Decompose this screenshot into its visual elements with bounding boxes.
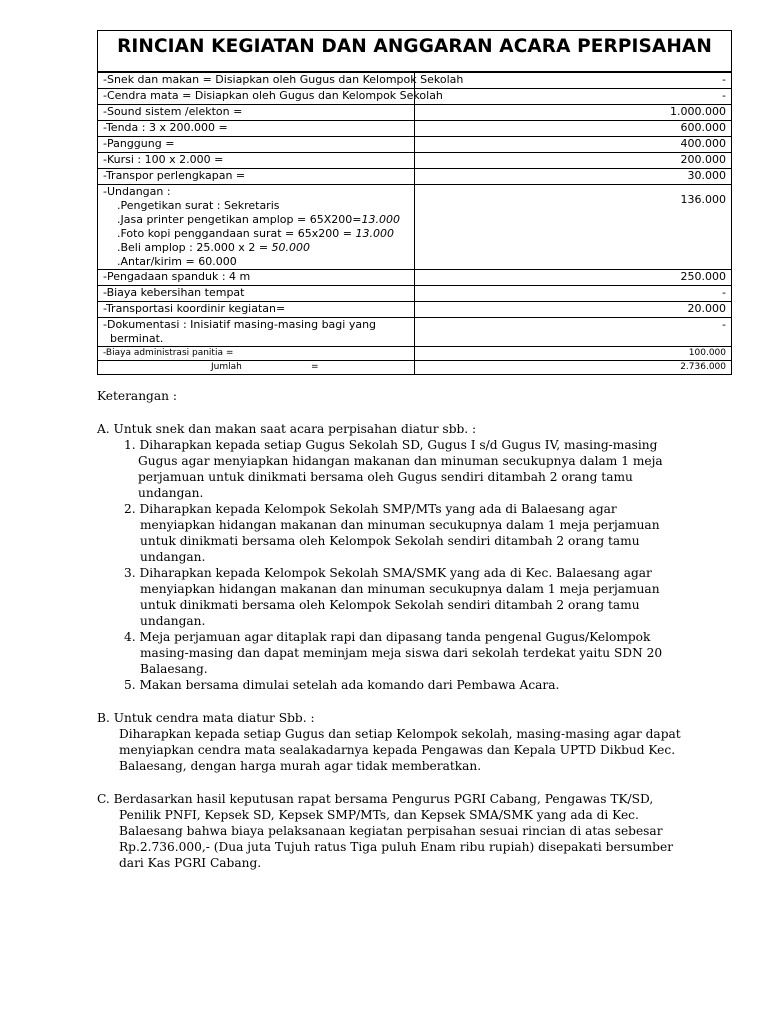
- item-description: -Snek dan makan = Disiapkan oleh Gugus dan Kelompok Sekolah: [98, 73, 415, 89]
- undangan-sub-text: .Pengetikan surat : Sekretaris: [117, 199, 280, 212]
- budget-row: [98, 73, 731, 89]
- note-a: [97, 421, 737, 693]
- item-amount: 100.000: [415, 347, 732, 361]
- undangan-sub-value: 13.000: [361, 213, 400, 226]
- undangan-amount-value: 136.000: [680, 193, 726, 206]
- note-b-intro: B. Untuk cendra mata diatur Sbb. :: [97, 711, 315, 725]
- note-b-line: Diharapkan kepada setiap Gugus dan setiap Kelompok sekolah, masing-masing agar dapat: [119, 727, 681, 741]
- item-description: -Kursi : 100 x 2.000 =: [98, 153, 415, 169]
- dokumentasi-line1: -Dokumentasi : Inisiatif masing-masing bagi yang: [103, 318, 377, 331]
- item-description: -Panggung =: [98, 137, 415, 153]
- note-a-item-line: undangan.: [140, 550, 206, 564]
- item-amount: 600.000: [415, 121, 732, 137]
- undangan-sub-text: .Antar/kirim = 60.000: [117, 255, 237, 268]
- note-a-item-line: undangan.: [138, 486, 204, 500]
- item-amount: -: [415, 286, 732, 302]
- undangan-description: [98, 185, 415, 270]
- undangan-sub-item: [103, 199, 409, 213]
- item-amount: -: [415, 73, 732, 89]
- item-amount: 250.000: [415, 270, 732, 286]
- item-description: -Sound sistem /elekton =: [98, 105, 415, 121]
- budget-row-undangan: [98, 185, 731, 270]
- note-a-item-line: masing-masing dan dapat meminjam meja siswa dari sekolah terdekat yaitu SDN 20: [140, 646, 663, 660]
- note-c-line: Balaesang bahwa biaya pelaksanaan kegiatan perpisahan sesuai rincian di atas sebesar: [119, 824, 663, 838]
- note-a-item-line: undangan.: [140, 614, 206, 628]
- budget-row-dokumentasi: [98, 318, 731, 347]
- undangan-label: -Undangan :: [103, 185, 171, 198]
- note-a-item-first-line: 4. Meja perjamuan agar ditaplak rapi dan dipasang tanda pengenal Gugus/Kelompok: [124, 630, 651, 644]
- budget-row: [98, 270, 731, 286]
- note-a-item-line: untuk dinikmati bersama oleh Kelompok Sekolah sendiri ditambah 2 orang tamu: [140, 534, 640, 548]
- item-description: -Biaya administrasi panitia =: [98, 347, 415, 361]
- notes-section: [97, 388, 737, 871]
- dokumentasi-description: [98, 318, 415, 347]
- note-a-item-line: perjamuan untuk dinikmati bersama oleh Gugus sendiri ditambah 2 orang tamu: [138, 470, 633, 484]
- total-equals: =: [311, 362, 319, 372]
- undangan-sub-value: 13.000: [355, 227, 394, 240]
- total-row: [98, 361, 731, 375]
- total-label-cell: [98, 361, 415, 375]
- item-description: -Transpor perlengkapan =: [98, 169, 415, 185]
- note-a-item-first-line: 2. Diharapkan kepada Kelompok Sekolah SMP/MTs yang ada di Balaesang agar: [124, 502, 617, 516]
- note-a-item-line: Balaesang.: [140, 662, 208, 676]
- budget-row: [98, 347, 731, 361]
- budget-row: [98, 286, 731, 302]
- undangan-sub-item: [103, 241, 409, 255]
- budget-row: [98, 137, 731, 153]
- undangan-amount: [415, 185, 732, 270]
- item-amount: 20.000: [415, 302, 732, 318]
- budget-row: [98, 89, 731, 105]
- note-a-items: [97, 437, 737, 693]
- note-a-item-line: untuk dinikmati bersama oleh Kelompok Sekolah sendiri ditambah 2 orang tamu: [140, 598, 640, 612]
- note-c-line: Penilik PNFI, Kepsek SD, Kepsek SMP/MTs, dan Kepsek SMA/SMK yang ada di Kec.: [119, 808, 639, 822]
- note-c-line: Rp.2.736.000,- (Dua juta Tujuh ratus Tiga puluh Enam ribu rupiah) disepakati bersumber: [119, 840, 674, 854]
- note-c: [97, 791, 737, 871]
- total-label: Jumlah: [211, 362, 242, 372]
- item-description: -Pengadaan spanduk : 4 m: [98, 270, 415, 286]
- page-title: RINCIAN KEGIATAN DAN ANGGARAN ACARA PERPISAHAN: [98, 31, 731, 72]
- note-b-line: menyiapkan cendra mata sealakadarnya kepada Pengawas dan Kepala UPTD Dikbud Kec.: [119, 743, 676, 757]
- note-b-lines: [97, 726, 737, 774]
- note-a-item-first-line: 1. Diharapkan kepada setiap Gugus Sekolah SD, Gugus I s/d Gugus IV, masing-masing: [124, 438, 658, 452]
- note-c-intro: C. Berdasarkan hasil keputusan rapat bersama Pengurus PGRI Cabang, Pengawas TK/SD,: [97, 792, 654, 806]
- note-c-lines: [97, 807, 737, 871]
- note-a-item-line: menyiapkan hidangan makanan dan minuman secukupnya dalam 1 meja perjamuan: [140, 518, 660, 532]
- budget-row: [98, 153, 731, 169]
- undangan-sub-item: [103, 213, 409, 227]
- item-description: -Cendra mata = Disiapkan oleh Gugus dan Kelompok Sekolah: [98, 89, 415, 105]
- notes-heading: Keterangan :: [97, 389, 177, 403]
- item-amount: 200.000: [415, 153, 732, 169]
- note-a-item-first-line: 5. Makan bersama dimulai setelah ada komando dari Pembawa Acara.: [124, 678, 560, 692]
- note-b-line: Balaesang, dengan harga murah agar tidak memberatkan.: [119, 759, 482, 773]
- item-description: -Transportasi koordinir kegiatan=: [98, 302, 415, 318]
- note-c-line: dari Kas PGRI Cabang.: [119, 856, 262, 870]
- note-b: [97, 710, 737, 774]
- undangan-sub-text: .Jasa printer pengetikan amplop = 65X200=: [117, 213, 362, 226]
- budget-rows: [98, 72, 731, 374]
- item-amount: -: [415, 89, 732, 105]
- budget-row: [98, 105, 731, 121]
- budget-row: [98, 302, 731, 318]
- undangan-sub-text: .Beli amplop : 25.000 x 2 =: [117, 241, 272, 254]
- budget-table: [97, 30, 732, 375]
- item-description: -Biaya kebersihan tempat: [98, 286, 415, 302]
- undangan-sub-value: 50.000: [271, 241, 311, 254]
- dokumentasi-line2: berminat.: [110, 332, 164, 345]
- budget-row: [98, 121, 731, 137]
- total-amount: 2.736.000: [415, 361, 732, 375]
- budget-row: [98, 169, 731, 185]
- note-a-intro: A. Untuk snek dan makan saat acara perpisahan diatur sbb. :: [97, 422, 477, 436]
- undangan-sub-item: [103, 227, 409, 241]
- item-amount: 400.000: [415, 137, 732, 153]
- note-a-item-line: menyiapkan hidangan makanan dan minuman secukupnya dalam 1 meja perjamuan: [140, 582, 660, 596]
- note-a-item-first-line: 3. Diharapkan kepada Kelompok Sekolah SMA/SMK yang ada di Kec. Balaesang agar: [124, 566, 652, 580]
- note-a-item-line: Gugus agar menyiapkan hidangan makanan dan minuman secukupnya dalam 1 meja: [138, 454, 663, 468]
- item-description: -Tenda : 3 x 200.000 =: [98, 121, 415, 137]
- item-amount: 30.000: [415, 169, 732, 185]
- item-amount: 1.000.000: [415, 105, 732, 121]
- undangan-sub-item: [103, 255, 409, 269]
- dokumentasi-amount: -: [415, 318, 732, 347]
- undangan-sub-text: .Foto kopi penggandaan surat = 65x200 =: [117, 227, 356, 240]
